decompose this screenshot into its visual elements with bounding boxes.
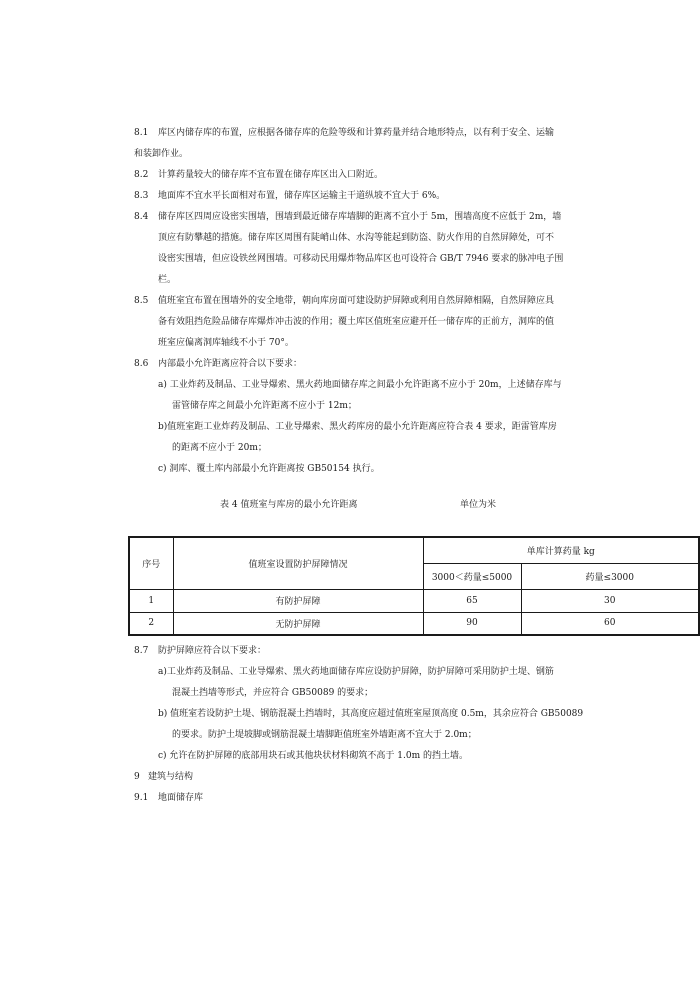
clause-text-line: 和装卸作业。 [134,149,189,159]
clause-text-line: 计算药量较大的储存库不宜布置在储存库区出入口附近。 [158,170,384,180]
cell-condition: 无防护屏障 [173,612,423,635]
clause-number: 8.5 [134,296,149,306]
cell-value: 30 [521,589,699,612]
section-title: 地面储存库 [158,793,204,803]
header-col1: 3000＜药量≤5000 [423,563,521,589]
list-item-line: 的距离不应小于 20m； [172,443,267,453]
list-item-line: c) 允许在防护屏障的底部用块石或其他块状材料砌筑不高于 1.0m 的挡土墙。 [158,751,468,761]
clause-number: 8.1 [134,128,149,138]
clause-text-line: 设密实围墙，但应设铁丝网围墙。可移动民用爆炸物品库区也可设符合 GB/T 7946 要求的脉冲电子围 [158,254,564,264]
cell-value: 60 [521,612,699,635]
section-number: 9.1 [134,793,149,803]
cell-value: 90 [423,612,521,635]
header-group: 单库计算药量 kg [423,537,699,563]
table-caption: 表 4 值班室与库房的最小允许距离 [220,500,358,510]
clause-text-line: 内部最小允许距离应符合以下要求： [158,359,303,369]
list-item-line: a)工业炸药及制品、工业导爆索、黑火药地面储存库应设防护屏障，防护屏障可采用防护土堤、钢筋 [158,667,554,677]
cell-condition: 有防护屏障 [173,589,423,612]
clause-text-line: 地面库不宜水平长面相对布置，储存库区运输主干道纵坡不宜大于 6%。 [158,191,446,201]
header-seq: 序号 [129,537,173,589]
clause-number: 8.7 [134,646,149,656]
list-item-line: c) 洞库、覆土库内部最小允许距离按 GB50154 执行。 [158,464,380,474]
list-item-line: 雷管储存库之间最小允许距离不应小于 12m； [172,401,357,411]
clause-text-line: 班室应偏离洞库轴线不小于 70°。 [158,338,294,348]
distance-table [128,536,700,636]
list-item-line: 混凝土挡墙等形式，并应符合 GB50089 的要求； [172,688,374,698]
clause-number: 8.6 [134,359,149,369]
list-item-line: b) 值班室若设防护土堤、钢筋混凝土挡墙时，其高度应超过值班室屋顶高度 0.5m，其余应符合 GB50089 [158,709,584,719]
clause-number: 8.4 [134,212,149,222]
section-number: 9 [134,772,140,782]
header-col2: 药量≤3000 [521,563,699,589]
clause-text-line: 顶应有防攀越的措施。储存库区周围有陡峭山体、水沟等能起到防盗、防火作用的自然屏障处，可不 [158,233,555,243]
section-title: 建筑与结构 [148,772,194,782]
clause-text-line: 栏。 [158,275,177,285]
list-item-line: b)值班室距工业炸药及制品、工业导爆索、黑火药库房的最小允许距离应符合表 4 要求，距雷管库房 [158,422,557,432]
clause-text-line: 储存库区四周应设密实围墙，围墙到最近储存库墙脚的距离不宜小于 5m，围墙高度不应低于 2m，墙 [158,212,562,222]
clause-text-line: 备有效阻挡危险品储存库爆炸冲击波的作用；覆土库区值班室应避开任一储存库的正前方，洞库的值 [158,317,555,327]
cell-value: 65 [423,589,521,612]
clause-text-line: 值班室宜布置在围墙外的安全地带，朝向库房面可建设防护屏障或利用自然屏障相隔，自然屏障应具 [158,296,555,306]
cell-seq: 2 [129,612,173,635]
clause-text-line: 库区内储存库的布置，应根据各储存库的危险等级和计算药量并结合地形特点，以有利于安全、运输 [158,128,555,138]
clause-number: 8.3 [134,191,149,201]
table-unit: 单位为米 [460,500,497,510]
list-item-line: 的要求。防护土堤坡脚或钢筋混凝土墙脚距值班室外墙距离不宜大于 2.0m； [172,730,477,740]
clause-number: 8.2 [134,170,149,180]
list-item-line: a) 工业炸药及制品、工业导爆索、黑火药地面储存库之间最小允许距离不应小于 20m，上述储存库与 [158,380,562,390]
table-row [129,589,699,612]
header-condition: 值班室设置防护屏障情况 [173,537,423,589]
clause-text-line: 防护屏障应符合以下要求： [158,646,267,656]
table-row [129,612,699,635]
cell-seq: 1 [129,589,173,612]
